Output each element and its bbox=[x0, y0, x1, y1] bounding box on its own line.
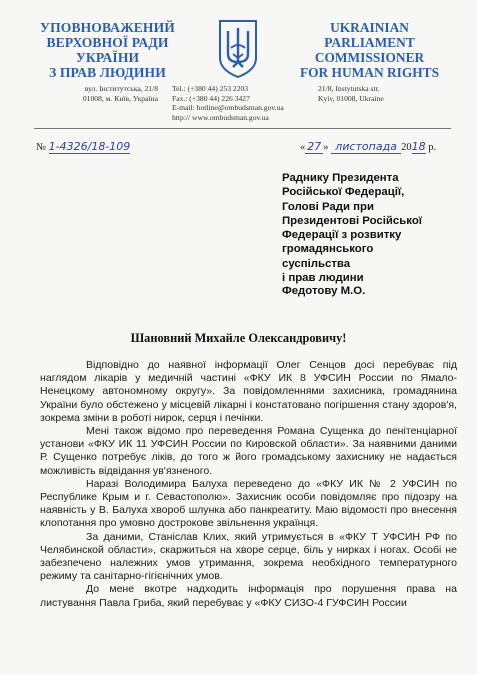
header-divider bbox=[34, 128, 451, 129]
outgoing-date: « 27 » листопада 2018 р. bbox=[300, 140, 437, 153]
address-en-line: 21/8, Instytutska str. bbox=[318, 84, 380, 93]
fax-line: Fax.: (+380 44) 226 3427 bbox=[172, 93, 250, 103]
header-right-line: FOR HUMAN RIGHTS bbox=[299, 65, 440, 80]
recipient-name: Федотову М.О. bbox=[282, 285, 366, 297]
address-ua-line: вул. Інститутська, 21/8 bbox=[84, 84, 158, 93]
salutation: Шановний Михайле Олександровичу! bbox=[130, 331, 347, 345]
recipient-line: Російської Федерації, bbox=[282, 186, 405, 199]
outgoing-number-label: № bbox=[36, 142, 47, 153]
outgoing-number-value: 1-4326/18-109 bbox=[48, 140, 131, 153]
recipient-line: громадянського bbox=[282, 243, 374, 256]
body-paragraph: Мені також відомо про переведення Романа Сущенка до пенітенціарної установи «ФКУ ИК 11 УФСИН России по Кировской области». За наявними даними Р. Сущенко потребує ліків, до того ж його громадському захиснику не надається можливість відвідання ув'язненого. bbox=[40, 425, 457, 477]
header-right-line: UKRAINIAN bbox=[330, 20, 409, 35]
date-day: 27 bbox=[307, 140, 322, 153]
header-right-line: PARLIAMENT COMMISSIONER bbox=[314, 35, 425, 65]
address-ua bbox=[80, 84, 158, 103]
date-month: листопада bbox=[335, 140, 397, 153]
date-year-prefix: 20 bbox=[401, 142, 412, 153]
body-paragraph: За даними, Станіслав Клих, який утримується в «ФКУ Т УФСИН РФ по Челябинской области», скаржиться на хворе серце, біль у нирках і ногах. Особі не забезпечено належних умов утримання, зокрема необхідного температурного режиму та санітарно-гігієнічних умов. bbox=[40, 530, 457, 583]
body-paragraph: Відповідно до наявної інформації Олег Сенцов досі перебуває під наглядом лікарів у медичній частині «ФКУ ИК 8 УФСИН России по Ямало-Ненецкому автономному округу». За повідомленнями захисника, громадянина України було обстежено у місцевій лікарні і констатовано погіршення стану здоров'я, зокрема зміни в роботі нирок, серця і печінки. bbox=[40, 359, 457, 424]
date-suffix: р. bbox=[428, 142, 437, 153]
recipient-block bbox=[282, 171, 462, 285]
recipient-line: Голові Ради при bbox=[282, 200, 374, 213]
address-en bbox=[318, 84, 438, 103]
contact-info bbox=[172, 84, 312, 122]
recipient-line: суспільства bbox=[282, 257, 351, 270]
outgoing-number bbox=[36, 140, 130, 154]
recipient-line: і прав людини bbox=[282, 272, 364, 285]
recipient-line: Президентові Російської bbox=[282, 214, 422, 227]
header-left-line: З ПРАВ ЛЮДИНИ bbox=[49, 65, 166, 80]
recipient-line: Раднику Президента bbox=[282, 172, 399, 184]
date-year: 18 bbox=[411, 140, 426, 153]
letter-body bbox=[40, 359, 457, 610]
header-left-line: УПОВНОВАЖЕНИЙ bbox=[40, 20, 175, 35]
website-line: http:// www.ombudsman.gov.ua bbox=[172, 112, 269, 122]
address-ua-line: 01008, м. Київ, Україна bbox=[82, 93, 158, 103]
body-paragraph: До мене вкотре надходить інформація про порушення права на листування Павла Гриба, який перебуває у «ФКУ СИЗО-4 ГУФСИН России bbox=[40, 583, 457, 609]
email-line: E-mail: hotline@ombudsman.gov.ua bbox=[172, 103, 284, 113]
phone-line: Tel.: (+380 44) 253 2203 bbox=[172, 84, 249, 93]
address-en-line: Kyiv, 01008, Ukraine bbox=[318, 93, 384, 103]
recipient-line: Федерації з розвитку bbox=[282, 229, 402, 242]
header-left-title bbox=[20, 20, 195, 80]
header-right-title bbox=[277, 20, 462, 80]
body-paragraph: Наразі Володимира Балуха переведено до «ФКУ ИК № 2 УФСИН по Республике Крым и г. Севастополю». Захисник особи повідомляє про підозру на наявність у В. Балуха хвороб шлунка або панкреатиту. Маю відомості про внесення клопотання про умовно дострокове звільнення українця. bbox=[40, 477, 457, 530]
trident-coat-of-arms-icon bbox=[216, 18, 260, 80]
header-left-line: ВЕРХОВНОЇ РАДИ УКРАЇНИ bbox=[46, 35, 169, 65]
